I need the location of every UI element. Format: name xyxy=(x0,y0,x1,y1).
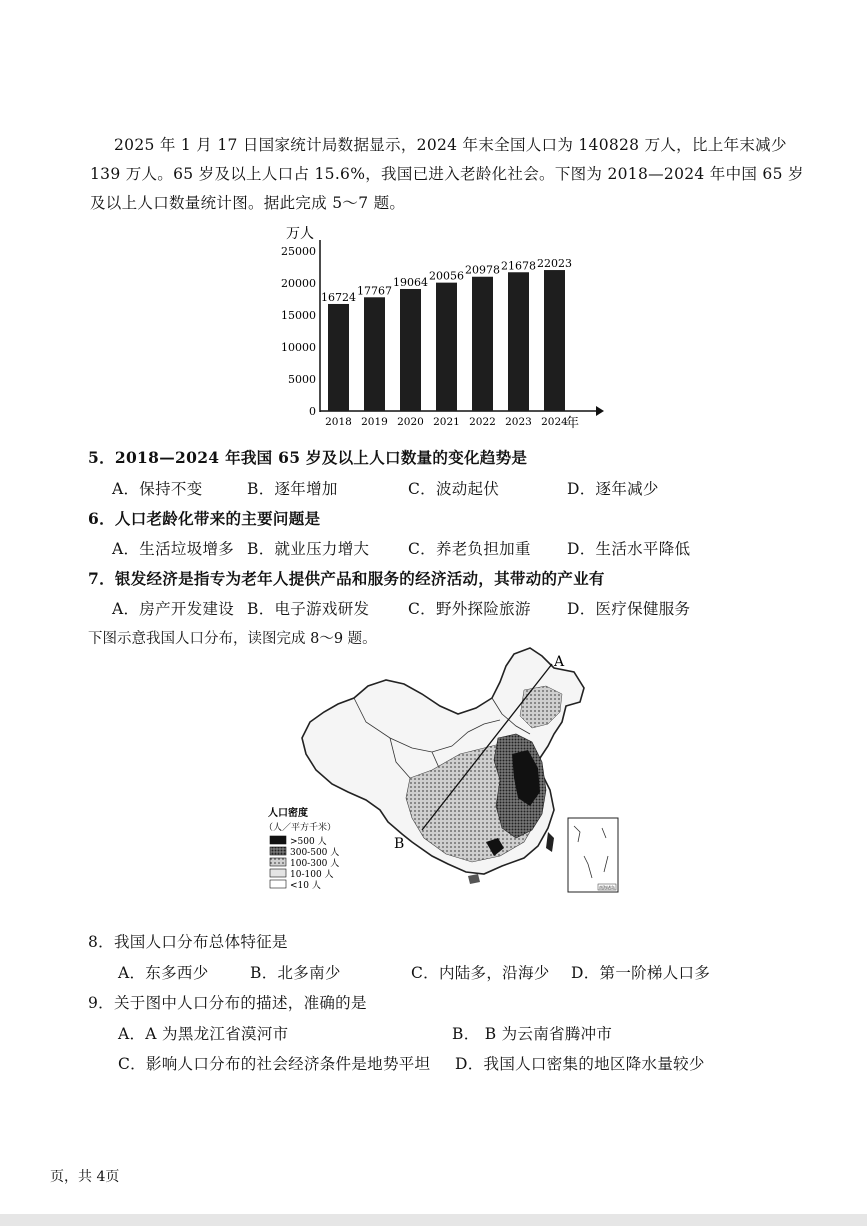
question-number: 7． xyxy=(88,569,115,588)
q7-option-a[interactable]: A．房产开发建设 xyxy=(112,600,235,618)
question-number: 9． xyxy=(88,994,114,1012)
question-stem: 人口老龄化带来的主要问题是 xyxy=(114,509,321,528)
y-tick-label: 15000 xyxy=(281,309,316,322)
point-b-label: B xyxy=(394,836,405,852)
x-tick-label: 2020 xyxy=(397,416,424,428)
bar-2024 xyxy=(544,270,565,411)
bar-value-label: 22023 xyxy=(537,257,572,271)
population-bar-chart xyxy=(278,222,608,432)
question-7 xyxy=(88,567,605,589)
q9-option-c[interactable]: C．影响人口分布的社会经济条件是地势平坦 xyxy=(118,1055,431,1073)
q9-option-a[interactable]: A．A 为黑龙江省漠河市 xyxy=(118,1025,289,1043)
q8-option-a[interactable]: A．东多西少 xyxy=(118,964,209,982)
q7-option-d[interactable]: D．医疗保健服务 xyxy=(567,600,691,618)
x-tick-label: 2018 xyxy=(325,416,352,428)
x-axis-arrow xyxy=(596,406,604,416)
x-tick-label: 2019 xyxy=(361,416,388,428)
page-footer: 页，共 4页 xyxy=(50,1169,120,1185)
q5-option-d[interactable]: D．逐年减少 xyxy=(567,480,659,498)
question-9 xyxy=(88,991,367,1013)
south-china-sea-inset xyxy=(568,818,618,892)
legend-label-300-500: 300-500 人 xyxy=(290,848,340,858)
legend-swatch-100-300 xyxy=(270,858,286,866)
taiwan-island xyxy=(546,832,554,852)
bar-value-label: 19064 xyxy=(393,275,428,289)
bar-2019 xyxy=(364,297,385,411)
question-number: 5． xyxy=(88,448,115,467)
x-tick-label: 2023 xyxy=(505,416,532,428)
bar-2023 xyxy=(508,272,529,411)
legend-swatch-300-500 xyxy=(270,847,286,855)
bar-2020 xyxy=(400,289,421,411)
legend-label-gt500: >500 人 xyxy=(290,837,327,847)
question-number: 6． xyxy=(88,509,115,528)
bar-value-label: 16724 xyxy=(321,290,356,304)
legend-label-lt10: <10 人 xyxy=(290,881,321,891)
bar-2021 xyxy=(436,283,457,411)
y-tick-label: 10000 xyxy=(281,341,316,354)
bar-value-label: 17767 xyxy=(357,284,392,298)
x-tick-label: 2021 xyxy=(433,416,460,428)
q8-option-d[interactable]: D．第一阶梯人口多 xyxy=(571,964,711,982)
question-8 xyxy=(88,930,288,952)
bar-2022 xyxy=(472,277,493,411)
y-axis-unit: 万人 xyxy=(286,226,314,242)
q6-option-d[interactable]: D．生活水平降低 xyxy=(567,540,691,558)
inset-label: 南海诸岛 xyxy=(599,885,615,890)
question-stem: 我国人口分布总体特征是 xyxy=(113,933,288,951)
bar-value-label: 21678 xyxy=(501,259,536,273)
x-tick-label: 2022 xyxy=(469,416,496,428)
y-tick-label: 0 xyxy=(309,405,316,418)
q7-option-c[interactable]: C．野外探险旅游 xyxy=(408,600,531,618)
legend-title: 人口密度 xyxy=(268,808,308,819)
question-5 xyxy=(88,446,527,468)
legend-swatch-10-100 xyxy=(270,869,286,877)
y-tick-labels xyxy=(281,245,316,418)
y-tick-label: 25000 xyxy=(281,245,316,258)
question-stem: 银发经济是指专为老年人提供产品和服务的经济活动，其带动的产业有 xyxy=(114,569,605,588)
q8-option-c[interactable]: C．内陆多，沿海少 xyxy=(411,964,550,982)
bottom-bar xyxy=(0,1214,867,1226)
x-tick-label: 2024 xyxy=(541,416,568,428)
bar-value-label: 20056 xyxy=(429,269,464,283)
q8-option-b[interactable]: B．北多南少 xyxy=(250,964,341,982)
q5-option-b[interactable]: B．逐年增加 xyxy=(247,480,338,498)
legend-swatch-gt500 xyxy=(270,836,286,844)
legend-swatch-lt10 xyxy=(270,880,286,888)
legend-label-10-100: 10-100 人 xyxy=(290,870,334,880)
question-number: 8． xyxy=(88,933,114,951)
q5-option-a[interactable]: A．保持不变 xyxy=(112,480,203,498)
hainan-island xyxy=(468,874,480,884)
q9-option-b[interactable]: B． B 为云南省腾冲市 xyxy=(452,1025,613,1043)
y-tick-label: 5000 xyxy=(288,373,316,386)
question-stem: 2018—2024 年我国 65 岁及以上人口数量的变化趋势是 xyxy=(114,448,528,467)
intro-paragraph: 2025 年 1 月 17 日国家统计局数据显示，2024 年末全国人口为 140828 万人，比上年末减少 139 万人。65 岁及以上人口占 15.6%，我国已进入老龄化社会。下图为 2018—2024 年中国 65 岁及以上人口数量统计图。据此完成 5～7 题。 xyxy=(90,136,804,212)
legend-label-100-300: 100-300 人 xyxy=(290,859,340,869)
y-tick-label: 20000 xyxy=(281,277,316,290)
bar-2018 xyxy=(328,304,349,411)
q6-option-c[interactable]: C．养老负担加重 xyxy=(408,540,531,558)
question-6 xyxy=(88,507,320,529)
x-axis-unit: 年 xyxy=(566,416,580,431)
q9-option-d[interactable]: D．我国人口密集的地区降水量较少 xyxy=(455,1055,705,1073)
point-a-label: A xyxy=(554,654,565,670)
china-population-map xyxy=(262,642,622,897)
q6-option-a[interactable]: A．生活垃圾增多 xyxy=(112,540,235,558)
question-stem: 关于图中人口分布的描述，准确的是 xyxy=(113,994,367,1012)
bar-value-label: 20978 xyxy=(465,263,500,277)
legend-unit: （人／平方千米） xyxy=(264,823,337,833)
q6-option-b[interactable]: B．就业压力增大 xyxy=(247,540,370,558)
q5-option-c[interactable]: C．波动起伏 xyxy=(408,480,500,498)
map-intro: 下图示意我国人口分布，读图完成 8～9 题。 xyxy=(88,631,377,647)
bar-series xyxy=(321,257,572,428)
density-legend xyxy=(264,806,339,891)
q7-option-b[interactable]: B．电子游戏研发 xyxy=(247,600,370,618)
